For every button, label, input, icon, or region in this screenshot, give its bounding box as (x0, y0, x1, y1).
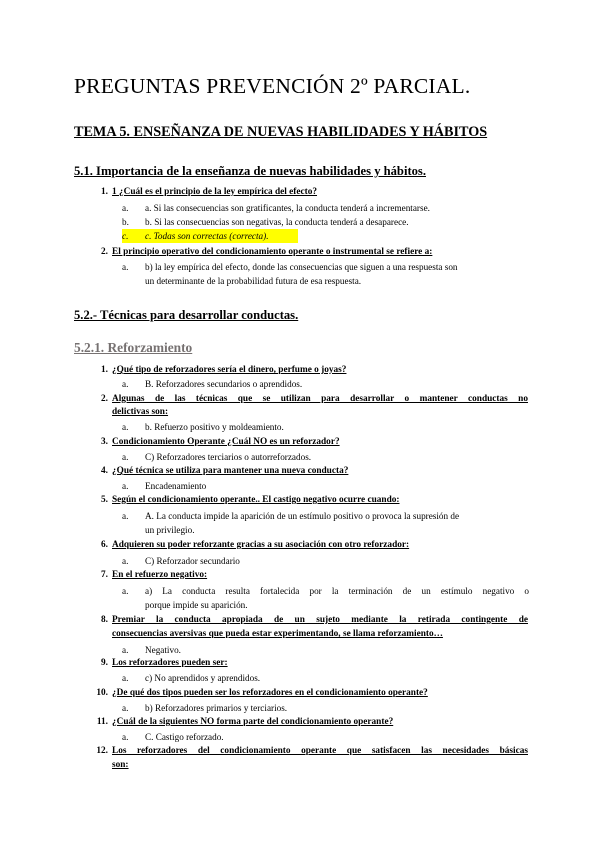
question-number: 3. (101, 437, 108, 447)
question-text: delictivas son: (112, 407, 169, 417)
question-number: 7. (101, 570, 108, 580)
answer-text: un privilegio. (145, 525, 195, 535)
question-number: 6. (101, 540, 108, 550)
answer-letter: a. (122, 262, 129, 272)
question-text: ¿Qué técnica se utiliza para mantener una nueva conducta? (112, 466, 349, 476)
answer-text: b) Reforzadores primarios y terciarios. (145, 703, 288, 713)
question-text: ¿Cuál de la siguientes NO forma parte del condicionamiento operante? (112, 717, 394, 727)
answer-text: b. Refuerzo positivo y moldeamiento. (145, 422, 284, 432)
answer-letter: a. (122, 379, 129, 389)
question-text: El principio operativo del condicionamiento operante o instrumental se refiere a: (112, 247, 433, 257)
section-heading-5-2: 5.2.- Técnicas para desarrollar conductas. (74, 308, 299, 322)
answer-text: c) No aprendidos y aprendidos. (145, 673, 261, 683)
answer-letter: b. (122, 217, 129, 227)
answer-letter: a. (122, 481, 129, 491)
question-text: ¿Qué tipo de reforzadores sería el dinero, perfume o joyas? (112, 365, 347, 375)
answer-letter: a. (122, 645, 129, 655)
question-number: 9. (101, 658, 108, 668)
question-text: ¿De qué dos tipos pueden ser los reforzadores en el condicionamiento operante? (112, 688, 428, 698)
answer-text: porque impide su aparición. (145, 600, 248, 610)
answer-text: C. Castigo reforzado. (145, 732, 224, 742)
answer-text: b. Si las consecuencias son negativas, la conducta tenderá a desaparece. (145, 217, 409, 227)
answer-text: B. Reforzadores secundarios o aprendidos. (145, 379, 303, 389)
answer-text: a) La conducta resulta fortalecida por la terminación de un estímulo negativo o (145, 586, 529, 596)
answer-text: C) Reforzadores terciarios o autorreforzados. (145, 452, 312, 462)
question-number: 2. (101, 394, 108, 404)
question-text: Algunas de las técnicas que se utilizan para desarrollar o mantener conductas no (112, 394, 528, 404)
answer-text: a. Si las consecuencias son gratificantes, la conducta tenderá a incrementarse. (145, 203, 430, 213)
answer-letter: a. (122, 511, 129, 521)
answer-text: A. La conducta impide la aparición de un estímulo positivo o provoca la supresión de (145, 511, 460, 521)
answer-text: Encadenamiento (145, 481, 207, 491)
answer-letter: a. (122, 703, 129, 713)
question-number: 2. (101, 247, 108, 257)
subsection-heading-5-2-1: 5.2.1. Reforzamiento (74, 340, 193, 355)
question-text: Los reforzadores pueden ser: (112, 658, 228, 668)
answer-text-correct: c. Todas son correctas (correcta). (145, 231, 269, 241)
question-text: Adquieren su poder reforzante gracias a su asociación con otro reforzador: (112, 540, 410, 550)
answer-letter: a. (122, 732, 129, 742)
section-heading-5-1: 5.1. Importancia de la enseñanza de nuevas habilidades y hábitos. (74, 164, 426, 178)
question-number: 12. (96, 746, 108, 756)
tema-heading: TEMA 5. ENSEÑANZA DE NUEVAS HABILIDADES Y HÁBITOS (74, 124, 488, 140)
answer-text: un determinante de la probabilidad futura de esa respuesta. (145, 276, 362, 286)
answer-letter: a. (122, 556, 129, 566)
question-number: 11. (96, 717, 108, 727)
answer-text: b) la ley empírica del efecto, donde las consecuencias que siguen a una respuesta son (145, 262, 458, 272)
question-text: Condicionamiento Operante ¿Cuál NO es un reforzador? (112, 437, 340, 447)
question-text: En el refuerzo negativo: (112, 570, 208, 580)
document-title: PREGUNTAS PREVENCIÓN 2º PARCIAL. (74, 74, 471, 98)
answer-letter: a. (122, 422, 129, 432)
question-number: 5. (101, 495, 108, 505)
question-text: son: (112, 760, 129, 770)
answer-letter: a. (122, 452, 129, 462)
answer-letter: a. (122, 203, 129, 213)
question-number: 4. (101, 466, 108, 476)
answer-letter: c. (122, 231, 129, 241)
question-number: 1. (101, 365, 108, 375)
answer-text: Negativo. (145, 645, 181, 655)
question-text: Premiar la conducta apropiada de un sujeto mediante la retirada contingente de (112, 615, 528, 625)
answer-text: C) Reforzador secundario (145, 556, 240, 566)
question-number: 1. (101, 187, 108, 197)
question-number: 8. (101, 615, 108, 625)
question-text: 1 ¿Cuál es el principio de la ley empírica del efecto? (112, 187, 318, 197)
question-number: 10. (96, 688, 108, 698)
answer-letter: a. (122, 673, 129, 683)
question-text: Los reforzadores del condicionamiento operante que satisfacen las necesidades básicas (112, 746, 528, 756)
answer-letter: a. (122, 586, 129, 596)
question-text: Según el condicionamiento operante.. El castigo negativo ocurre cuando: (112, 495, 400, 505)
question-text: consecuencias aversivas que pueda estar experimentando, se llama reforzamiento… (112, 629, 443, 639)
